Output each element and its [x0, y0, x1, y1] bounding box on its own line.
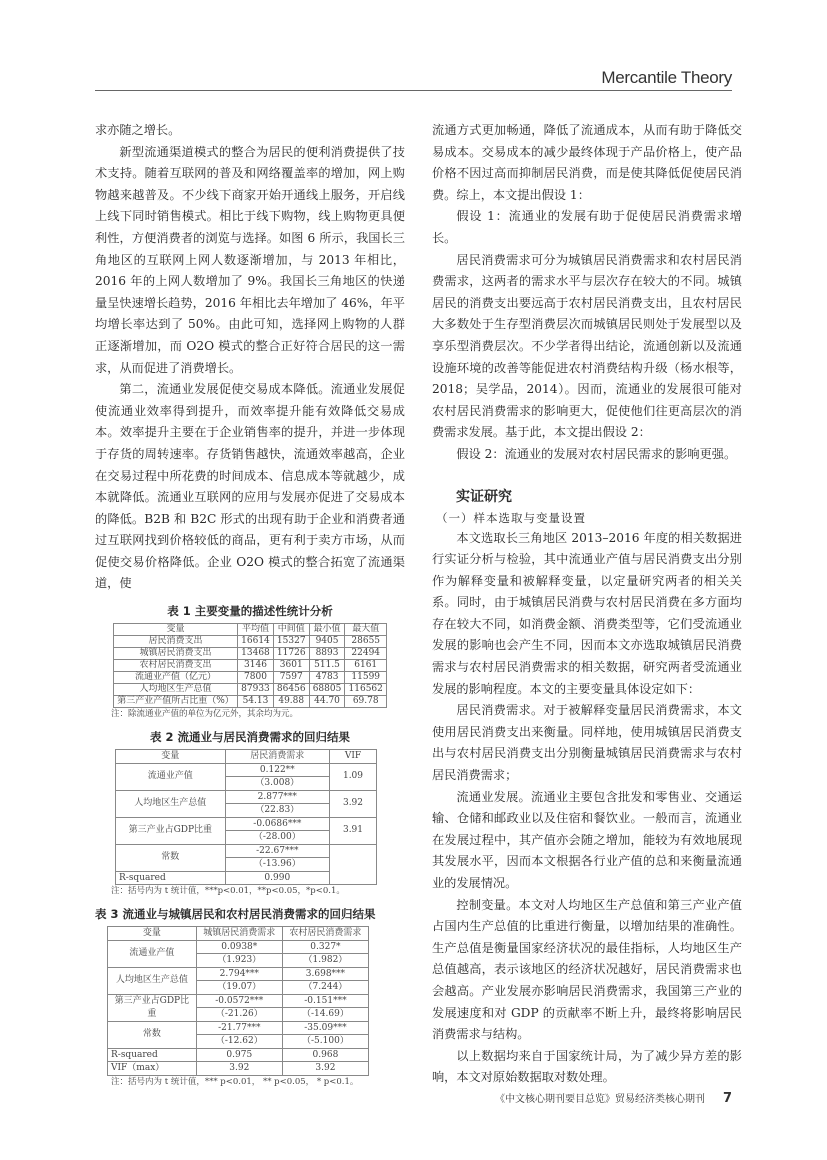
table3-caption: 表 3 流通业与城镇居民和农村居民消费需求的回归结果 [95, 907, 376, 922]
table-header-row [114, 624, 387, 636]
paragraph: 居民消费需求。对于被解释变量居民消费需求，本文使用居民消费支出来衡量。同样地，使用城镇居民消费支出与农村居民消费支出分别衡量城镇居民消费需求与农村居民消费需求； [432, 703, 742, 783]
hypothesis-1: 假设 1：流通业的发展有助于促使居民消费需求增长。 [432, 209, 742, 245]
table-header-cell: 最小值 [309, 624, 345, 636]
table-cell-coef: 0.327* [282, 940, 368, 954]
paragraph: 流通方式更加畅通，降低了流通成本，从而有助于降低交易成本。交易成本的减少最终体现于产品价格上，使产品价格不因过高而抑制居民消费，而是使其降低促使居民消费。综上，本文提出假设 1： [432, 123, 742, 202]
table-cell: 人均地区生产总值 [114, 684, 238, 696]
table-cell: 11599 [345, 672, 387, 684]
table-row [108, 940, 369, 954]
table-cell: 116562 [345, 684, 387, 696]
table-cell-vif [330, 844, 377, 885]
table-cell-coef: -35.09*** [282, 1021, 368, 1035]
table-row [114, 672, 387, 684]
table-cell: 13468 [238, 648, 274, 660]
table-cell: 9405 [309, 636, 345, 648]
table-cell-vif-urban: 3.92 [196, 1062, 282, 1076]
section-title: 实证研究 [456, 488, 512, 505]
table-cell: 农村居民消费支出 [114, 660, 238, 672]
table-cell-variable: 流通业产值 [116, 763, 226, 790]
table-header-cell: VIF [330, 750, 377, 764]
table-cell: 22494 [345, 648, 387, 660]
table-row [108, 1062, 369, 1076]
table-cell: 11726 [273, 648, 309, 660]
paragraph: 求亦随之增长。 [95, 123, 181, 137]
table-cell-tstat: （19.07） [196, 981, 282, 995]
table-cell-variable: 第三产业占GDP比重 [108, 994, 197, 1021]
table-cell-coef: -0.151*** [282, 994, 368, 1008]
paragraph: 控制变量。本文对人均地区生产总值和第三产业产值占国内生产总值的比重进行衡量，以增加结果的准确性。生产总值是衡量国家经济状况的最佳指标，人均地区生产总值越高，表示该地区的经济状况越好，居民消费需求也会越高。产业发展亦影响居民消费需求，我国第三产业的发展速度和对 GDP 的贡献率不断上升，最终将影响居民消费需求与结构。 [432, 897, 742, 1042]
table-cell: 第三产业产值所占比重（%） [114, 696, 238, 708]
table2 [115, 749, 377, 885]
table-row [116, 790, 377, 804]
table1-caption: 表 1 主要变量的描述性统计分析 [167, 604, 333, 619]
journal-name: 《中文核心期刊要目总览》贸易经济类核心期刊 [494, 1094, 705, 1105]
table-row [116, 817, 377, 831]
table-cell-variable: 流通业产值 [108, 940, 197, 967]
table2-note: 注：括号内为 t 统计值，***p<0.01，**p<0.05，*p<0.1。 [111, 886, 345, 897]
table-header-row [108, 927, 369, 941]
table-cell-variable: 第三产业占GDP比重 [116, 817, 226, 844]
table-header-row [116, 750, 377, 764]
header-rule [95, 90, 732, 91]
table-header-cell: 最大值 [345, 624, 387, 636]
table-header-cell: 变量 [108, 927, 197, 941]
table-cell: 68805 [309, 684, 345, 696]
table-cell-rsq-urban: 0.975 [196, 1048, 282, 1062]
table-cell-tstat: （-12.62） [196, 1035, 282, 1049]
table-row [108, 967, 369, 981]
hypothesis-2: 假设 2：流通业的发展对农村居民需求的影响更强。 [456, 446, 737, 461]
table-cell: 3601 [273, 660, 309, 672]
table-row [108, 1048, 369, 1062]
table-cell: 16614 [238, 636, 274, 648]
table-cell-rsq-label: R-squared [116, 871, 226, 885]
table-cell-coef: -21.77*** [196, 1021, 282, 1035]
table-cell-coef: 2.794*** [196, 967, 282, 981]
paragraph: 以上数据均来自于国家统计局，为了减少异方差的影响，本文对原始数据取对数处理。 [432, 1048, 742, 1085]
table-header-cell: 农村居民消费需求 [282, 927, 368, 941]
paragraph: 新型流通渠道模式的整合为居民的便利消费提供了技术支持。随着互联网的普及和网络覆盖率的增加，网上购物越来越普及。不少线下商家开始开通线上服务，开启线上线下同时销售模式。相比于线下购物，线上购物更具便利性，方便消费者的浏览与选择。如图 6 所示，我国长三角地区的互联网上网人数逐渐增加，与 2013 年相比，2016 年的上网人数增加了 9%。我国长三角地区的快递量呈快速增长趋势，2016 年相比去年增加了 46%，年平均增长率达到了 50%。由此可知，选择网上购物的人群正逐渐增加，而 O2O 模式的整合正好符合居民的这一需求，从而促进了消费增长。 [95, 144, 405, 375]
table-cell-vif-rural: 3.92 [282, 1062, 368, 1076]
table-cell-coef: 0.0938* [196, 940, 282, 954]
running-head-title: Mercantile Theory [601, 68, 732, 87]
table-cell: 49.88 [273, 696, 309, 708]
page-number: 7 [722, 1091, 732, 1106]
table-cell-vif: 3.92 [330, 790, 377, 817]
table-cell: 511.5 [309, 660, 345, 672]
table-cell-rsq-rural: 0.968 [282, 1048, 368, 1062]
table-cell: 6161 [345, 660, 387, 672]
paragraph: 居民消费需求可分为城镇居民消费需求和农村居民消费需求，这两者的需求水平与层次存在较大的不同。城镇居民的消费支出要远高于农村居民消费支出，且农村居民大多数处于生存型消费层次而城镇居民则处于发展型以及享乐型消费层次。不少学者得出结论，流通创新以及流通设施环境的改善等能促进农村消费结构升级（杨水根等，2018；吴学品，2014）。因而，流通业的发展很可能对农村居民消费需求的影响更大，促使他们往更高层次的消费需求发展。基于此，本文提出假设 2： [432, 252, 742, 440]
table-row [114, 660, 387, 672]
table-row [116, 844, 377, 858]
table-cell-tstat: （-13.96） [225, 858, 329, 872]
table-cell-coef: 3.698*** [282, 967, 368, 981]
table-cell-variable: 常数 [108, 1021, 197, 1048]
table-cell: 15327 [273, 636, 309, 648]
table-cell: 87933 [238, 684, 274, 696]
table-cell: 3146 [238, 660, 274, 672]
table-row [116, 763, 377, 777]
table1-note: 注：除流通业产值的单位为亿元外，其余均为元。 [111, 709, 299, 720]
table-cell-tstat: （-14.69） [282, 1008, 368, 1022]
table-cell: 8893 [309, 648, 345, 660]
table-cell-tstat: （-21.26） [196, 1008, 282, 1022]
table-cell: 54.13 [238, 696, 274, 708]
table-cell-tstat: （7.244） [282, 981, 368, 995]
table-cell-tstat: （1.982） [282, 954, 368, 968]
table3-note: 注：括号内为 t 统计值，*** p<0.01， ** p<0.05， * p<0.1。 [111, 1076, 359, 1087]
table-cell-tstat: （22.83） [225, 804, 329, 818]
table-cell-vif-label: VIF（max） [108, 1062, 197, 1076]
table-cell-variable: 常数 [116, 844, 226, 871]
table-cell: 居民消费支出 [114, 636, 238, 648]
table-cell-tstat: （1.923） [196, 954, 282, 968]
table-cell: 4783 [309, 672, 345, 684]
table-cell-coef: 2.877*** [225, 790, 329, 804]
right-column [432, 120, 742, 1089]
table-cell-tstat: （3.008） [225, 777, 329, 791]
table-row [114, 648, 387, 660]
table1 [113, 623, 387, 708]
paragraph: 本文选取长三角地区 2013–2016 年度的相关数据进行实证分析与检验，其中流通业产值与居民消费支出分别作为解释变量和被解释变量，以定量研究两者的相关关系。同时，由于城镇居民消费与农村居民消费在多方面均存在较大不同，如消费金额、消费类型等，它们受流通业发展的影响也会产生不同，因而本文亦选取城镇居民消费需求与农村居民消费需求的相关数据，研究两者受流通业发展的影响程度。本文的主要变量具体设定如下： [432, 530, 742, 696]
table-header-cell: 中间值 [273, 624, 309, 636]
table-cell: 7597 [273, 672, 309, 684]
table-cell-tstat: （-28.00） [225, 831, 329, 845]
table-header-cell: 变量 [114, 624, 238, 636]
table-row [108, 1021, 369, 1035]
table-row [108, 994, 369, 1008]
paragraph: 第二，流通业发展促使交易成本降低。流通业发展促使流通业效率得到提升，而效率提升能有效降低交易成本。效率提升主要在于企业销售率的提升，并进一步体现于存货的周转速率。存货销售越快，流通效率越高，企业在交易过程中所花费的时间成本、信息成本等就越少，成本就降低。流通业互联网的应用与发展亦促进了交易成本的降低。B2B 和 B2C 形式的出现有助于企业和消费者通过互联网找到价格较低的商品，更有利于卖方市场，从而促使交易价格降低。企业 O2O 模式的整合拓宽了流通渠道，使 [95, 382, 405, 591]
table-cell-variable: 人均地区生产总值 [108, 967, 197, 994]
table3 [107, 926, 369, 1076]
table-cell-vif: 1.09 [330, 763, 377, 790]
table-cell: 城镇居民消费支出 [114, 648, 238, 660]
page-footer [95, 1090, 732, 1106]
table-cell-rsq-value: 0.990 [225, 871, 329, 885]
table2-caption: 表 2 流通业与居民消费需求的回归结果 [149, 730, 350, 745]
table-row [114, 696, 387, 708]
table-cell-tstat: （-5.100） [282, 1035, 368, 1049]
left-column [95, 120, 405, 1089]
table-cell-coef: -22.67*** [225, 844, 329, 858]
table-header-cell: 变量 [116, 750, 226, 764]
paragraph: 流通业发展。流通业主要包含批发和零售业、交通运输、仓储和邮政业以及住宿和餐饮业。一般而言，流通业在发展过程中，其产值亦会随之增加，能较为有效地展现其发展水平，因而本文根据各行业产值的总和来衡量流通业的发展情况。 [432, 789, 742, 890]
table-cell: 流通业产值（亿元） [114, 672, 238, 684]
table-cell-vif: 3.91 [330, 817, 377, 844]
table-row [114, 636, 387, 648]
table-cell: 86456 [273, 684, 309, 696]
table-cell: 69.78 [345, 696, 387, 708]
table-header-cell: 城镇居民消费需求 [196, 927, 282, 941]
table-cell: 7800 [238, 672, 274, 684]
table-cell-rsq-label: R-squared [108, 1048, 197, 1062]
table-cell: 44.70 [309, 696, 345, 708]
table-cell-coef: -0.0572*** [196, 994, 282, 1008]
table-cell-coef: 0.122** [225, 763, 329, 777]
table-header-cell: 平均值 [238, 624, 274, 636]
table-cell-coef: -0.0686*** [225, 817, 329, 831]
table-row [114, 684, 387, 696]
table-cell: 28655 [345, 636, 387, 648]
table-header-cell: 居民消费需求 [225, 750, 329, 764]
subsection-title: （一）样本选取与变量设置 [436, 510, 586, 525]
table-cell-variable: 人均地区生产总值 [116, 790, 226, 817]
